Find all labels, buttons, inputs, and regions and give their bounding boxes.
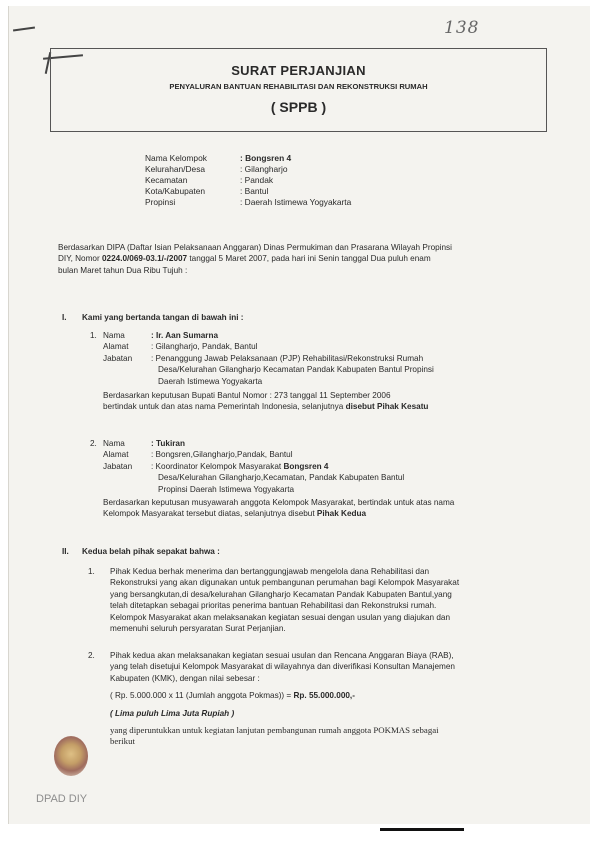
text: Kelompok Masyarakat tersebut diatas, selanjutnya disebut: [103, 509, 317, 519]
clause-line: yang telah disetujui Kelompok Masyarakat di wilayahnya dan diverifikasi Konsultan Manajemen: [110, 662, 455, 672]
clause-line: memenuhi seluruh persyaratan Surat Perjanjian.: [110, 624, 286, 634]
info-label: Nama Kelompok: [145, 153, 207, 163]
intro-paragraph: [58, 242, 568, 276]
field-label: Jabatan: [103, 353, 133, 363]
party-2: [90, 438, 570, 520]
field-value: : Penanggung Jawab Pelaksanaan (PJP) Rehabilitasi/Rekonstruksi Rumah: [151, 353, 424, 363]
section-number: I.: [62, 313, 67, 322]
section-1-heading: [62, 312, 244, 323]
intro-line: [58, 253, 568, 264]
section-number: II.: [62, 547, 69, 556]
field-value: Propinsi Daerah Istimewa Yogyakarta: [158, 484, 295, 494]
field-label: Alamat: [103, 450, 129, 460]
clause-line: Pihak kedua akan melaksanakan kegiatan sesuai usulan dan Rencana Anggaran Biaya (RAB),: [110, 651, 454, 660]
clause-1: [88, 566, 566, 634]
party-name: : Ir. Aan Sumarna: [151, 331, 219, 340]
text: tanggal 5 Maret 2007, pada hari ini Senin tanggal Dua puluh enam: [187, 254, 431, 264]
watermark: DPAD DIY: [36, 793, 88, 805]
info-label: Kota/Kabupaten: [145, 186, 206, 196]
info-value: : Daerah Istimewa Yogyakarta: [240, 197, 352, 207]
clause-number: 2.: [88, 651, 95, 660]
clause-line: Pihak Kedua berhak menerima dan bertanggungjawab mengelola dana Rehabilitasi dan: [110, 567, 430, 576]
amount-in-words: ( Lima puluh Lima Juta Rupiah ): [110, 708, 235, 718]
section-2-heading: [62, 546, 220, 557]
info-value: : Bantul: [240, 186, 269, 196]
party-number: 1.: [90, 331, 97, 340]
info-label: Kelurahan/Desa: [145, 164, 206, 174]
document-title: SURAT PERJANJIAN: [231, 63, 366, 78]
info-label: Kecamatan: [145, 175, 188, 185]
section-heading-text: Kami yang bertanda tangan di bawah ini :: [82, 313, 244, 322]
info-row: [145, 175, 351, 186]
field-value: Daerah Istimewa Yogyakarta: [158, 376, 263, 386]
party-name: : Tukiran: [151, 439, 185, 448]
field-label: Alamat: [103, 342, 129, 352]
text: bertindak untuk dan atas nama Pemerintah Indonesia, selanjutnya: [103, 402, 346, 412]
info-value: : Bongsren 4: [240, 153, 292, 163]
clause-line: yang diperuntukkan untuk kegiatan lanjutan pembangunan rumah anggota POKMAS sebagai: [110, 725, 439, 736]
decree-line: Berdasarkan keputusan Bupati Bantul Nomor : 273 tanggal 11 September 2006: [103, 391, 391, 401]
party-number: 2.: [90, 439, 97, 448]
clause-2: [88, 650, 566, 748]
clause-line: telah ditetapkan sebagai prioritas penerima bantuan Rehabilitasi dan Rekonstruksi rumah.: [110, 601, 437, 611]
info-value: : Pandak: [240, 175, 274, 185]
field-value: : Gilangharjo, Pandak, Bantul: [151, 342, 258, 352]
party-1: [90, 330, 560, 413]
party-role: Pihak Kedua: [316, 509, 367, 519]
decree-line: Berdasarkan keputusan musyawarah anggota Kelompok Masyarakat, bertindak untuk atas nama: [103, 498, 455, 508]
info-value: : Gilangharjo: [240, 164, 288, 174]
clause-number: 1.: [88, 567, 95, 576]
field-value: Desa/Kelurahan Gilangharjo,Kecamatan, Pandak Kabupaten Bantul: [158, 473, 405, 483]
info-row: [145, 164, 351, 175]
clause-line: yang bersangkutan,di desa/kelurahan Gilangharjo Kecamatan Pandak Kabupaten Bantul,yang: [110, 589, 452, 599]
page-number: 138: [444, 18, 480, 38]
clause-line: Rekonstruksi yang akan digunakan untuk pembangunan perumahan bagi Kelompok Masyarakat: [110, 578, 460, 588]
intro-line: Berdasarkan DIPA (Daftar Isian Pelaksanaan Anggaran) Dinas Permukiman dan Prasarana Wilayah Propinsi: [58, 243, 452, 252]
field-value: : Koordinator Kelompok Masyarakat: [151, 461, 284, 471]
dipa-number: 0224.0/069-03.1/-/2007: [101, 254, 188, 264]
document-code: ( SPPB ): [270, 99, 327, 115]
page-divider: [380, 828, 464, 831]
section-heading-text: Kedua belah pihak sepakat bahwa :: [82, 547, 220, 556]
clause-line: Kabupaten (KMK), dengan nilai sebesar :: [110, 673, 260, 683]
intro-line: bulan Maret tahun Dua Ribu Tujuh :: [58, 265, 188, 275]
seal-logo-icon: [54, 736, 88, 776]
party-role: disebut Pihak Kesatu: [345, 402, 429, 412]
calculation: ( Rp. 5.000.000 x 11 (Jumlah anggota Pokmas)) =: [110, 691, 294, 701]
title-box: [50, 48, 547, 132]
info-row: [145, 153, 351, 164]
text: DIY, Nomor: [58, 254, 102, 264]
info-row: [145, 197, 351, 208]
field-label: Nama: [103, 439, 125, 448]
total-amount: Rp. 55.000.000,-: [293, 691, 355, 701]
clause-line: Kelompok Masyarakat akan melaksanakan kegiatan sesuai dengan usulan yang diajukan dan: [110, 612, 451, 622]
pen-mark: [13, 26, 35, 31]
info-row: [145, 186, 351, 197]
info-label: Propinsi: [145, 197, 176, 207]
group-name: Bongsren 4: [283, 461, 329, 471]
field-label: Jabatan: [103, 461, 133, 471]
field-value: : Bongsren,Gilangharjo,Pandak, Bantul: [151, 450, 293, 460]
field-value: Desa/Kelurahan Gilangharjo Kecamatan Pandak Kabupaten Bantul Propinsi: [158, 365, 434, 375]
field-label: Nama: [103, 331, 125, 340]
clause-line: berikut: [110, 736, 135, 747]
document-subtitle: PENYALURAN BANTUAN REHABILITASI DAN REKONSTRUKSI RUMAH: [169, 82, 428, 91]
info-block: [145, 153, 351, 208]
